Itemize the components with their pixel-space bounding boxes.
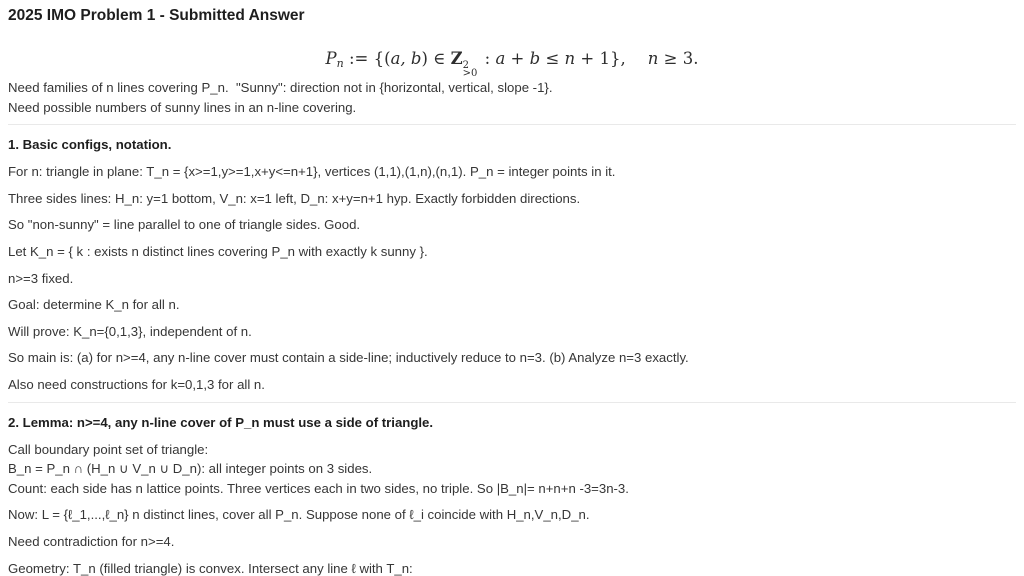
paragraph-boundary-count [8,440,1016,499]
formula-geq: ≥ 3. [658,49,699,68]
formula-tail: + 1}, [575,49,626,68]
boundary-line-3: Count: each side has n lattice points. Three vertices each in two sides, no triple. So |B_n|= n+n+n -3=3n-3. [8,480,629,496]
formula-plus: + [505,49,530,68]
paragraph-triangle-definition: For n: triangle in plane: T_n = {x>=1,y>=1,x+y<=n+1}, vertices (1,1),(1,n),(n,1). P_n = integer points in it. [8,164,616,180]
section-1-heading: 1. Basic configs, notation. [8,137,172,153]
paragraph-constructions: Also need constructions for k=0,1,3 for all n. [8,376,265,392]
formula-var-b: b [529,49,541,68]
paragraph-geometry: Geometry: T_n (filled triangle) is convex. Intersect any line ℓ with T_n: [8,560,413,576]
math-formula-pn-definition [8,48,1016,78]
formula-z-superscript: 2 [462,60,470,71]
formula-in-symbol: ) ∈ [421,49,451,68]
paragraph-n-fixed: n>=3 fixed. [8,270,74,286]
paragraph-lines-setup: Now: L = {ℓ_1,...,ℓ_n} n distinct lines, cover all P_n. Suppose none of ℓ_i coincide with H_n,V_n,D_n. [8,507,590,523]
formula-sub-n: n [336,57,344,70]
formula-var-n: n [564,49,576,68]
formula-colon: : [479,49,496,68]
formula-var-a: a [495,49,506,68]
formula-z-supsub [463,62,478,78]
formula-leq: ≤ [540,49,565,68]
page-title: 2025 IMO Problem 1 - Submitted Answer [8,7,305,24]
paragraph-need-contradiction: Need contradiction for n>=4. [8,533,175,549]
section-2-heading: 2. Lemma: n>=4, any n-line cover of P_n must use a side of triangle. [8,414,434,430]
paragraph-goal: Goal: determine K_n for all n. [8,297,180,313]
formula-z-subscript: >0 [462,68,478,79]
formula-integers-symbol: Z [450,49,463,68]
formula-assign: := {( [343,49,391,68]
paragraph-non-sunny: So "non-sunny" = line parallel to one of triangle sides. Good. [8,217,361,233]
formula-var-n2: n [647,49,659,68]
section-divider-1 [8,124,1016,125]
formula-vars-ab: a, b [390,49,422,68]
paragraph-main-plan: So main is: (a) for n>=4, any n-line cover must contain a side-line; inductively reduce to n=3. (b) Analyze n=3 exactly. [8,350,689,366]
intro-line-1: Need families of n lines covering P_n. "Sunny": direction not in {horizontal, vertical, slope -1}. [8,80,553,95]
formula-var-P: P [325,49,337,68]
paragraph-kn-definition: Let K_n = { k : exists n distinct lines covering P_n with exactly k sunny }. [8,243,428,259]
boundary-line-2: B_n = P_n ∩ (H_n ∪ V_n ∪ D_n): all integer points on 3 sides. [8,461,373,477]
paragraph-will-prove: Will prove: K_n={0,1,3}, independent of n. [8,323,252,339]
intro-line-2: Need possible numbers of sunny lines in an n-line covering. [8,99,357,115]
intro-paragraph [8,78,1016,117]
section-divider-2 [8,402,1016,403]
boundary-line-1: Call boundary point set of triangle: [8,441,209,457]
paragraph-three-sides: Three sides lines: H_n: y=1 bottom, V_n: x=1 left, D_n: x+y=n+1 hyp. Exactly forbidden directions. [8,190,581,206]
